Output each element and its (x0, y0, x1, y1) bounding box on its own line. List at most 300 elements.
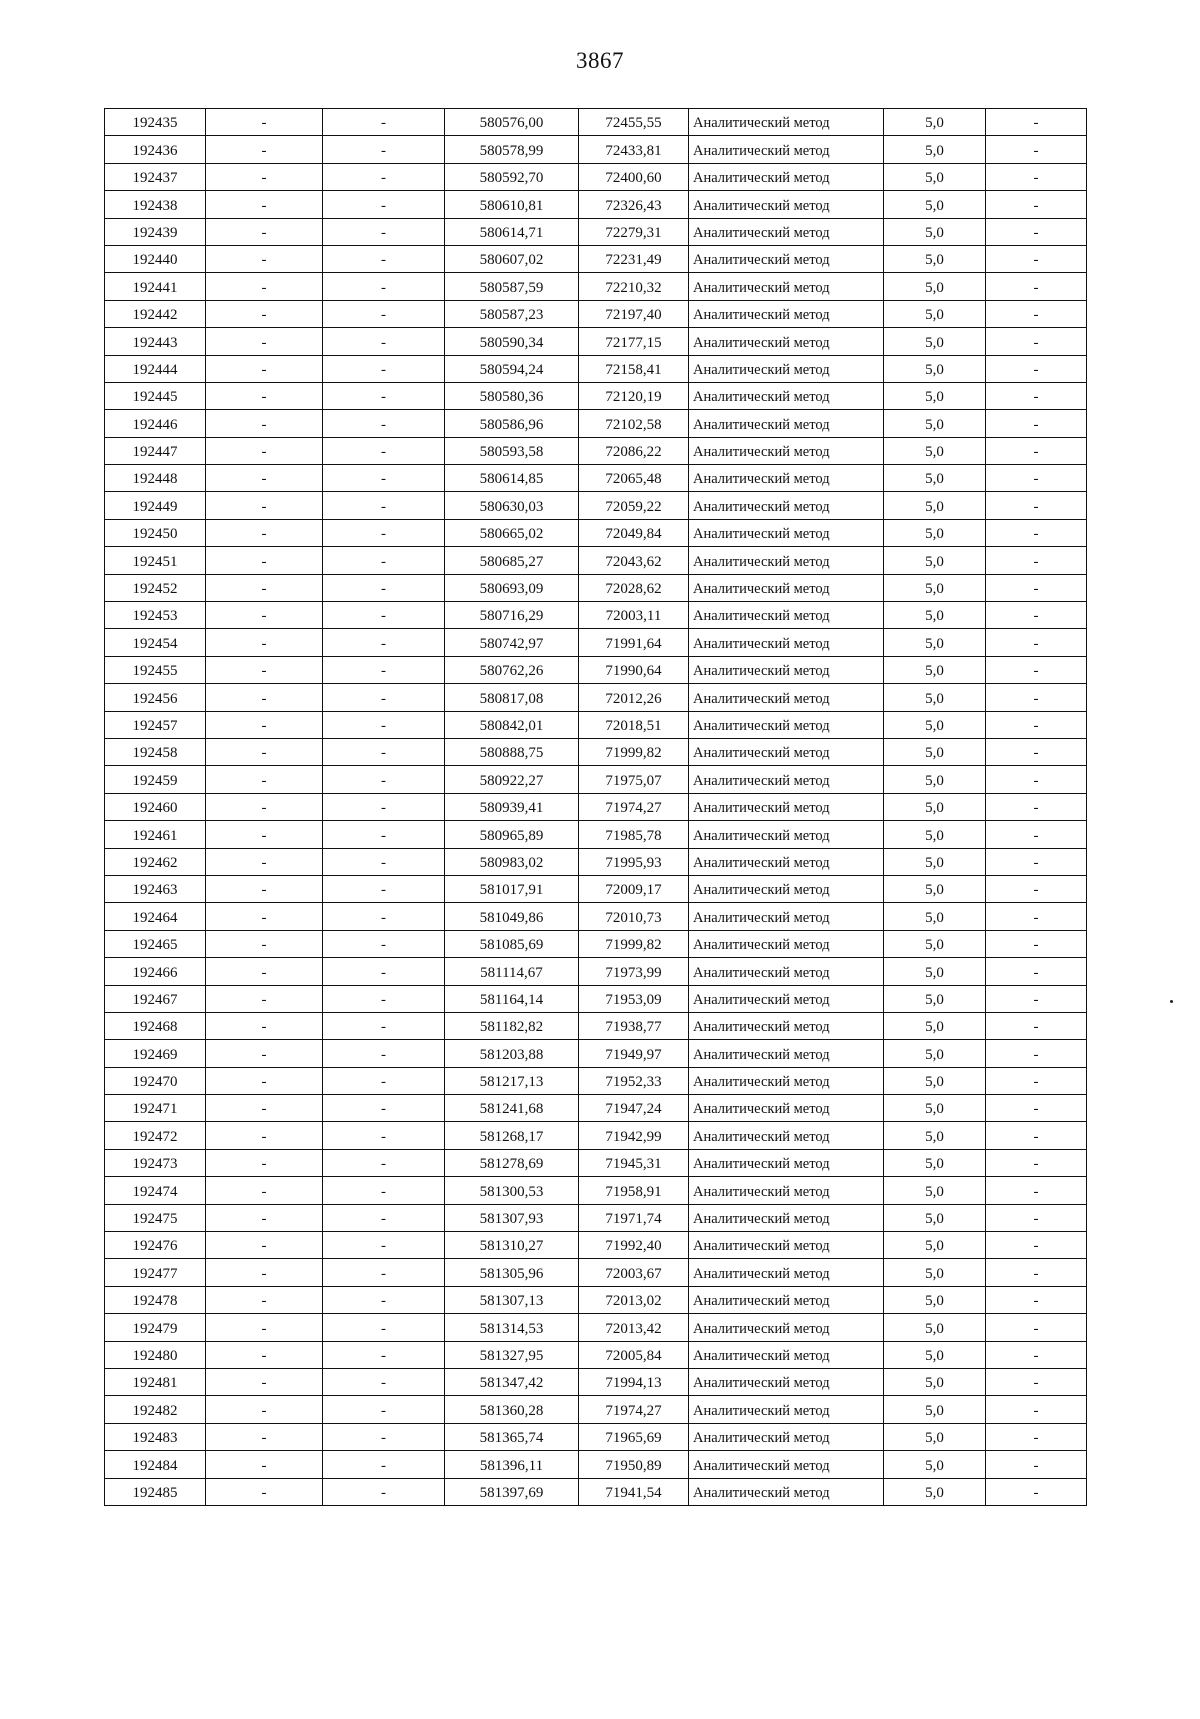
point-id-cell: 192437 (105, 163, 206, 190)
table-row (105, 1478, 1087, 1505)
dash-cell-3: - (986, 1341, 1087, 1368)
accuracy-cell: 5,0 (884, 163, 986, 190)
table-row (105, 492, 1087, 519)
method-cell: Аналитический метод (689, 1396, 884, 1423)
accuracy-cell: 5,0 (884, 574, 986, 601)
accuracy-cell: 5,0 (884, 1232, 986, 1259)
accuracy-cell: 5,0 (884, 547, 986, 574)
y-coordinate-cell: 71941,54 (579, 1478, 689, 1505)
method-cell: Аналитический метод (689, 1368, 884, 1395)
dash-cell-1: - (206, 1012, 323, 1039)
dash-cell-3: - (986, 1314, 1087, 1341)
method-cell: Аналитический метод (689, 602, 884, 629)
x-coordinate-cell: 581049,86 (445, 903, 579, 930)
dash-cell-1: - (206, 437, 323, 464)
method-cell: Аналитический метод (689, 109, 884, 136)
dash-cell-1: - (206, 1286, 323, 1313)
method-cell: Аналитический метод (689, 848, 884, 875)
method-cell: Аналитический метод (689, 656, 884, 683)
dash-cell-3: - (986, 519, 1087, 546)
point-id-cell: 192468 (105, 1012, 206, 1039)
x-coordinate-cell: 580693,09 (445, 574, 579, 601)
point-id-cell: 192478 (105, 1286, 206, 1313)
stray-dot (1170, 1000, 1173, 1003)
table-row (105, 766, 1087, 793)
dash-cell-2: - (323, 985, 445, 1012)
dash-cell-2: - (323, 1341, 445, 1368)
y-coordinate-cell: 72455,55 (579, 109, 689, 136)
point-id-cell: 192469 (105, 1040, 206, 1067)
point-id-cell: 192474 (105, 1177, 206, 1204)
accuracy-cell: 5,0 (884, 602, 986, 629)
point-id-cell: 192458 (105, 738, 206, 765)
dash-cell-2: - (323, 848, 445, 875)
y-coordinate-cell: 71990,64 (579, 656, 689, 683)
point-id-cell: 192485 (105, 1478, 206, 1505)
y-coordinate-cell: 72158,41 (579, 355, 689, 382)
dash-cell-2: - (323, 382, 445, 409)
method-cell: Аналитический метод (689, 1177, 884, 1204)
dash-cell-1: - (206, 245, 323, 272)
accuracy-cell: 5,0 (884, 136, 986, 163)
dash-cell-2: - (323, 245, 445, 272)
point-id-cell: 192464 (105, 903, 206, 930)
method-cell: Аналитический метод (689, 793, 884, 820)
point-id-cell: 192450 (105, 519, 206, 546)
dash-cell-3: - (986, 602, 1087, 629)
point-id-cell: 192435 (105, 109, 206, 136)
y-coordinate-cell: 71985,78 (579, 821, 689, 848)
table-row (105, 848, 1087, 875)
x-coordinate-cell: 581114,67 (445, 958, 579, 985)
dash-cell-2: - (323, 1204, 445, 1231)
method-cell: Аналитический метод (689, 684, 884, 711)
accuracy-cell: 5,0 (884, 848, 986, 875)
accuracy-cell: 5,0 (884, 382, 986, 409)
method-cell: Аналитический метод (689, 492, 884, 519)
accuracy-cell: 5,0 (884, 1122, 986, 1149)
x-coordinate-cell: 581017,91 (445, 875, 579, 902)
dash-cell-1: - (206, 1095, 323, 1122)
accuracy-cell: 5,0 (884, 958, 986, 985)
dash-cell-2: - (323, 1451, 445, 1478)
x-coordinate-cell: 581305,96 (445, 1259, 579, 1286)
dash-cell-1: - (206, 1396, 323, 1423)
dash-cell-2: - (323, 1122, 445, 1149)
dash-cell-2: - (323, 1259, 445, 1286)
table-row (105, 1204, 1087, 1231)
table-row (105, 1067, 1087, 1094)
accuracy-cell: 5,0 (884, 1040, 986, 1067)
point-id-cell: 192440 (105, 245, 206, 272)
point-id-cell: 192446 (105, 410, 206, 437)
method-cell: Аналитический метод (689, 738, 884, 765)
y-coordinate-cell: 72210,32 (579, 273, 689, 300)
table-row (105, 519, 1087, 546)
y-coordinate-cell: 72400,60 (579, 163, 689, 190)
point-id-cell: 192477 (105, 1259, 206, 1286)
dash-cell-3: - (986, 273, 1087, 300)
point-id-cell: 192473 (105, 1149, 206, 1176)
dash-cell-1: - (206, 629, 323, 656)
table-row (105, 1314, 1087, 1341)
accuracy-cell: 5,0 (884, 793, 986, 820)
x-coordinate-cell: 580607,02 (445, 245, 579, 272)
table-row (105, 930, 1087, 957)
dash-cell-3: - (986, 328, 1087, 355)
dash-cell-2: - (323, 1396, 445, 1423)
dash-cell-3: - (986, 191, 1087, 218)
dash-cell-2: - (323, 273, 445, 300)
dash-cell-2: - (323, 1478, 445, 1505)
method-cell: Аналитический метод (689, 382, 884, 409)
method-cell: Аналитический метод (689, 1451, 884, 1478)
table-row (105, 793, 1087, 820)
x-coordinate-cell: 580578,99 (445, 136, 579, 163)
point-id-cell: 192452 (105, 574, 206, 601)
dash-cell-3: - (986, 109, 1087, 136)
dash-cell-3: - (986, 245, 1087, 272)
x-coordinate-cell: 580614,85 (445, 465, 579, 492)
x-coordinate-cell: 581327,95 (445, 1341, 579, 1368)
dash-cell-3: - (986, 875, 1087, 902)
dash-cell-2: - (323, 109, 445, 136)
dash-cell-2: - (323, 656, 445, 683)
dash-cell-1: - (206, 547, 323, 574)
dash-cell-1: - (206, 738, 323, 765)
table-row (105, 218, 1087, 245)
accuracy-cell: 5,0 (884, 738, 986, 765)
point-id-cell: 192442 (105, 300, 206, 327)
method-cell: Аналитический метод (689, 519, 884, 546)
dash-cell-3: - (986, 793, 1087, 820)
x-coordinate-cell: 581182,82 (445, 1012, 579, 1039)
dash-cell-2: - (323, 1177, 445, 1204)
y-coordinate-cell: 72005,84 (579, 1341, 689, 1368)
dash-cell-2: - (323, 328, 445, 355)
y-coordinate-cell: 72003,67 (579, 1259, 689, 1286)
dash-cell-1: - (206, 574, 323, 601)
dash-cell-2: - (323, 1095, 445, 1122)
y-coordinate-cell: 72065,48 (579, 465, 689, 492)
accuracy-cell: 5,0 (884, 300, 986, 327)
dash-cell-1: - (206, 1368, 323, 1395)
y-coordinate-cell: 72059,22 (579, 492, 689, 519)
dash-cell-3: - (986, 218, 1087, 245)
x-coordinate-cell: 581360,28 (445, 1396, 579, 1423)
dash-cell-1: - (206, 328, 323, 355)
method-cell: Аналитический метод (689, 410, 884, 437)
table-row (105, 1259, 1087, 1286)
y-coordinate-cell: 71995,93 (579, 848, 689, 875)
dash-cell-2: - (323, 136, 445, 163)
point-id-cell: 192484 (105, 1451, 206, 1478)
point-id-cell: 192455 (105, 656, 206, 683)
table-row (105, 1040, 1087, 1067)
x-coordinate-cell: 580742,97 (445, 629, 579, 656)
accuracy-cell: 5,0 (884, 1286, 986, 1313)
accuracy-cell: 5,0 (884, 437, 986, 464)
x-coordinate-cell: 581300,53 (445, 1177, 579, 1204)
accuracy-cell: 5,0 (884, 766, 986, 793)
y-coordinate-cell: 72177,15 (579, 328, 689, 355)
dash-cell-1: - (206, 355, 323, 382)
dash-cell-2: - (323, 300, 445, 327)
dash-cell-3: - (986, 136, 1087, 163)
x-coordinate-cell: 580888,75 (445, 738, 579, 765)
method-cell: Аналитический метод (689, 191, 884, 218)
x-coordinate-cell: 580965,89 (445, 821, 579, 848)
y-coordinate-cell: 71974,27 (579, 793, 689, 820)
dash-cell-3: - (986, 1451, 1087, 1478)
y-coordinate-cell: 72012,26 (579, 684, 689, 711)
dash-cell-2: - (323, 437, 445, 464)
dash-cell-1: - (206, 1259, 323, 1286)
point-id-cell: 192463 (105, 875, 206, 902)
dash-cell-1: - (206, 163, 323, 190)
table-row (105, 684, 1087, 711)
x-coordinate-cell: 580630,03 (445, 492, 579, 519)
dash-cell-2: - (323, 218, 445, 245)
dash-cell-2: - (323, 410, 445, 437)
y-coordinate-cell: 72279,31 (579, 218, 689, 245)
table-row (105, 191, 1087, 218)
dash-cell-2: - (323, 355, 445, 382)
dash-cell-3: - (986, 465, 1087, 492)
dash-cell-3: - (986, 1423, 1087, 1450)
table-row (105, 629, 1087, 656)
table-row (105, 136, 1087, 163)
y-coordinate-cell: 71971,74 (579, 1204, 689, 1231)
table-row (105, 245, 1087, 272)
method-cell: Аналитический метод (689, 1095, 884, 1122)
x-coordinate-cell: 581397,69 (445, 1478, 579, 1505)
dash-cell-3: - (986, 300, 1087, 327)
accuracy-cell: 5,0 (884, 1423, 986, 1450)
accuracy-cell: 5,0 (884, 1314, 986, 1341)
method-cell: Аналитический метод (689, 328, 884, 355)
dash-cell-3: - (986, 958, 1087, 985)
method-cell: Аналитический метод (689, 437, 884, 464)
dash-cell-3: - (986, 1204, 1087, 1231)
point-id-cell: 192449 (105, 492, 206, 519)
table-row (105, 1232, 1087, 1259)
x-coordinate-cell: 580610,81 (445, 191, 579, 218)
dash-cell-1: - (206, 218, 323, 245)
accuracy-cell: 5,0 (884, 465, 986, 492)
dash-cell-1: - (206, 821, 323, 848)
point-id-cell: 192461 (105, 821, 206, 848)
y-coordinate-cell: 71975,07 (579, 766, 689, 793)
y-coordinate-cell: 72326,43 (579, 191, 689, 218)
method-cell: Аналитический метод (689, 1067, 884, 1094)
dash-cell-1: - (206, 109, 323, 136)
x-coordinate-cell: 580576,00 (445, 109, 579, 136)
point-id-cell: 192481 (105, 1368, 206, 1395)
y-coordinate-cell: 72102,58 (579, 410, 689, 437)
method-cell: Аналитический метод (689, 1232, 884, 1259)
point-id-cell: 192471 (105, 1095, 206, 1122)
x-coordinate-cell: 580842,01 (445, 711, 579, 738)
dash-cell-3: - (986, 930, 1087, 957)
accuracy-cell: 5,0 (884, 821, 986, 848)
method-cell: Аналитический метод (689, 958, 884, 985)
dash-cell-3: - (986, 1396, 1087, 1423)
table-row (105, 1149, 1087, 1176)
point-id-cell: 192460 (105, 793, 206, 820)
coordinates-table (104, 108, 1087, 1506)
y-coordinate-cell: 72120,19 (579, 382, 689, 409)
y-coordinate-cell: 72049,84 (579, 519, 689, 546)
dash-cell-3: - (986, 1040, 1087, 1067)
dash-cell-1: - (206, 958, 323, 985)
dash-cell-3: - (986, 437, 1087, 464)
method-cell: Аналитический метод (689, 821, 884, 848)
point-id-cell: 192470 (105, 1067, 206, 1094)
method-cell: Аналитический метод (689, 875, 884, 902)
dash-cell-3: - (986, 163, 1087, 190)
x-coordinate-cell: 580983,02 (445, 848, 579, 875)
point-id-cell: 192483 (105, 1423, 206, 1450)
dash-cell-2: - (323, 875, 445, 902)
method-cell: Аналитический метод (689, 1341, 884, 1368)
dash-cell-1: - (206, 191, 323, 218)
dash-cell-1: - (206, 711, 323, 738)
y-coordinate-cell: 71991,64 (579, 629, 689, 656)
page-number: 3867 (576, 48, 624, 73)
dash-cell-2: - (323, 821, 445, 848)
x-coordinate-cell: 581217,13 (445, 1067, 579, 1094)
dash-cell-3: - (986, 903, 1087, 930)
dash-cell-1: - (206, 793, 323, 820)
table-row (105, 1368, 1087, 1395)
dash-cell-3: - (986, 1067, 1087, 1094)
dash-cell-1: - (206, 848, 323, 875)
table-row (105, 355, 1087, 382)
dash-cell-3: - (986, 1478, 1087, 1505)
table-row (105, 410, 1087, 437)
table-row (105, 1286, 1087, 1313)
y-coordinate-cell: 72086,22 (579, 437, 689, 464)
dash-cell-1: - (206, 930, 323, 957)
point-id-cell: 192475 (105, 1204, 206, 1231)
dash-cell-3: - (986, 766, 1087, 793)
dash-cell-3: - (986, 410, 1087, 437)
table-row (105, 738, 1087, 765)
dash-cell-2: - (323, 1286, 445, 1313)
dash-cell-2: - (323, 711, 445, 738)
accuracy-cell: 5,0 (884, 191, 986, 218)
dash-cell-1: - (206, 1040, 323, 1067)
method-cell: Аналитический метод (689, 355, 884, 382)
x-coordinate-cell: 580587,59 (445, 273, 579, 300)
point-id-cell: 192445 (105, 382, 206, 409)
accuracy-cell: 5,0 (884, 1095, 986, 1122)
x-coordinate-cell: 581085,69 (445, 930, 579, 957)
x-coordinate-cell: 580593,58 (445, 437, 579, 464)
y-coordinate-cell: 72028,62 (579, 574, 689, 601)
method-cell: Аналитический метод (689, 218, 884, 245)
y-coordinate-cell: 71992,40 (579, 1232, 689, 1259)
dash-cell-1: - (206, 1067, 323, 1094)
method-cell: Аналитический метод (689, 547, 884, 574)
y-coordinate-cell: 71945,31 (579, 1149, 689, 1176)
dash-cell-2: - (323, 163, 445, 190)
accuracy-cell: 5,0 (884, 1341, 986, 1368)
x-coordinate-cell: 580590,34 (445, 328, 579, 355)
dash-cell-1: - (206, 1478, 323, 1505)
accuracy-cell: 5,0 (884, 711, 986, 738)
dash-cell-3: - (986, 684, 1087, 711)
y-coordinate-cell: 71949,97 (579, 1040, 689, 1067)
y-coordinate-cell: 71942,99 (579, 1122, 689, 1149)
accuracy-cell: 5,0 (884, 109, 986, 136)
table-row (105, 382, 1087, 409)
table-row (105, 903, 1087, 930)
table-row (105, 328, 1087, 355)
x-coordinate-cell: 581310,27 (445, 1232, 579, 1259)
dash-cell-2: - (323, 903, 445, 930)
accuracy-cell: 5,0 (884, 656, 986, 683)
x-coordinate-cell: 580716,29 (445, 602, 579, 629)
y-coordinate-cell: 71999,82 (579, 930, 689, 957)
table-row (105, 1095, 1087, 1122)
table-row (105, 1012, 1087, 1039)
dash-cell-2: - (323, 1368, 445, 1395)
accuracy-cell: 5,0 (884, 1259, 986, 1286)
y-coordinate-cell: 71974,27 (579, 1396, 689, 1423)
dash-cell-1: - (206, 492, 323, 519)
method-cell: Аналитический метод (689, 1122, 884, 1149)
x-coordinate-cell: 580594,24 (445, 355, 579, 382)
x-coordinate-cell: 581347,42 (445, 1368, 579, 1395)
dash-cell-1: - (206, 766, 323, 793)
x-coordinate-cell: 581241,68 (445, 1095, 579, 1122)
table-row (105, 465, 1087, 492)
y-coordinate-cell: 71952,33 (579, 1067, 689, 1094)
point-id-cell: 192456 (105, 684, 206, 711)
accuracy-cell: 5,0 (884, 1177, 986, 1204)
method-cell: Аналитический метод (689, 163, 884, 190)
dash-cell-2: - (323, 1149, 445, 1176)
dash-cell-3: - (986, 1259, 1087, 1286)
accuracy-cell: 5,0 (884, 328, 986, 355)
accuracy-cell: 5,0 (884, 629, 986, 656)
dash-cell-2: - (323, 519, 445, 546)
x-coordinate-cell: 580665,02 (445, 519, 579, 546)
table-row (105, 875, 1087, 902)
method-cell: Аналитический метод (689, 930, 884, 957)
x-coordinate-cell: 581203,88 (445, 1040, 579, 1067)
point-id-cell: 192457 (105, 711, 206, 738)
dash-cell-2: - (323, 574, 445, 601)
method-cell: Аналитический метод (689, 629, 884, 656)
dash-cell-2: - (323, 547, 445, 574)
method-cell: Аналитический метод (689, 1478, 884, 1505)
x-coordinate-cell: 581396,11 (445, 1451, 579, 1478)
point-id-cell: 192467 (105, 985, 206, 1012)
dash-cell-1: - (206, 985, 323, 1012)
accuracy-cell: 5,0 (884, 355, 986, 382)
y-coordinate-cell: 71958,91 (579, 1177, 689, 1204)
dash-cell-2: - (323, 766, 445, 793)
x-coordinate-cell: 581365,74 (445, 1423, 579, 1450)
y-coordinate-cell: 72003,11 (579, 602, 689, 629)
y-coordinate-cell: 72009,17 (579, 875, 689, 902)
accuracy-cell: 5,0 (884, 1149, 986, 1176)
y-coordinate-cell: 71965,69 (579, 1423, 689, 1450)
dash-cell-3: - (986, 711, 1087, 738)
